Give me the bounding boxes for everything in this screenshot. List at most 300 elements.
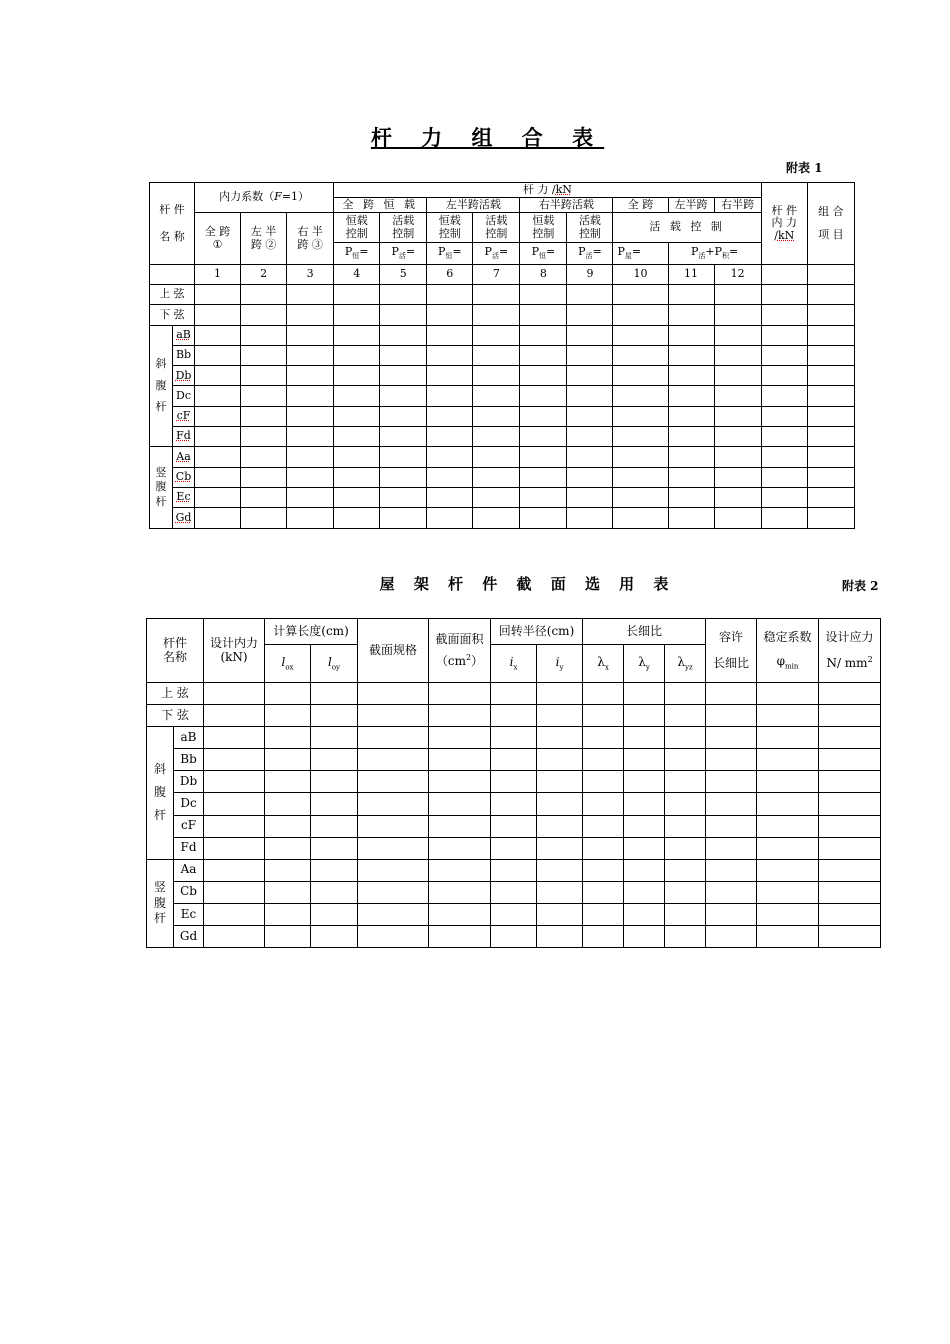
empty-cell <box>241 427 287 447</box>
live-control: 活 载 控 制 <box>613 213 761 243</box>
empty-cell <box>473 427 520 447</box>
empty-cell <box>427 325 473 345</box>
empty-cell <box>427 366 473 386</box>
empty-cell <box>714 366 761 386</box>
member-row <box>147 815 881 837</box>
empty-cell <box>819 837 881 859</box>
empty-cell <box>665 749 706 771</box>
empty-cell <box>520 427 567 447</box>
member-code: Bb <box>173 345 195 365</box>
empty-cell <box>567 447 613 467</box>
group-full: 全 跨 <box>613 198 668 213</box>
empty-cell <box>583 749 624 771</box>
empty-cell <box>265 683 311 705</box>
empty-cell <box>358 771 429 793</box>
empty-cell <box>668 508 714 528</box>
empty-cell <box>761 508 807 528</box>
p-adj: $P_屋=$ <box>613 243 668 265</box>
empty-cell <box>665 683 706 705</box>
empty-cell <box>520 508 567 528</box>
empty-cell <box>473 406 520 426</box>
empty-cell <box>761 406 807 426</box>
empty-cell <box>311 705 358 727</box>
empty-cell <box>265 705 311 727</box>
empty-cell <box>195 285 241 305</box>
empty-cell <box>665 881 706 903</box>
empty-cell <box>520 447 567 467</box>
empty-cell <box>429 837 491 859</box>
empty-cell <box>665 771 706 793</box>
empty-cell <box>204 727 265 749</box>
t2-slenderness-header: 长细比 <box>583 619 706 645</box>
p-live-2: $P_活=$ <box>473 243 520 265</box>
empty-cell <box>520 285 567 305</box>
empty-cell <box>665 859 706 881</box>
empty-cell <box>380 325 427 345</box>
member-row <box>147 749 881 771</box>
member-code: Bb <box>174 749 204 771</box>
empty-cell <box>537 683 583 705</box>
empty-cell <box>613 285 668 305</box>
coef-header: 内力系数（F=1） <box>195 183 334 213</box>
p-live-3: $P_活=$ <box>567 243 613 265</box>
t2-design-force-header: 设计内力 (kN) <box>204 619 265 683</box>
empty-cell <box>583 683 624 705</box>
empty-cell <box>668 487 714 507</box>
empty-cell <box>567 427 613 447</box>
ctrl-dead-1: 恒载 控制 <box>334 213 380 243</box>
empty-cell <box>613 447 668 467</box>
empty-cell <box>567 406 613 426</box>
empty-cell <box>380 487 427 507</box>
member-row <box>147 881 881 903</box>
empty-cell <box>583 771 624 793</box>
empty-cell <box>311 926 358 948</box>
member-code: Ec <box>173 487 195 507</box>
empty-cell <box>491 881 537 903</box>
empty-cell <box>668 427 714 447</box>
empty-cell <box>537 881 583 903</box>
t2-design-stress-header: 设计应力 N/ $mm^2$ <box>819 619 881 683</box>
empty-cell <box>714 427 761 447</box>
empty-cell <box>714 325 761 345</box>
empty-cell <box>195 366 241 386</box>
empty-cell <box>429 903 491 925</box>
member-code: Db <box>174 771 204 793</box>
empty-cell <box>537 771 583 793</box>
empty-cell <box>624 815 665 837</box>
empty-cell <box>427 305 473 325</box>
section-selection-table <box>146 618 881 948</box>
empty-cell <box>819 881 881 903</box>
empty-cell <box>491 727 537 749</box>
row-label: 下 弦 <box>147 705 204 727</box>
empty-cell <box>358 749 429 771</box>
t2-allow-header: 容许 长细比 <box>706 619 757 683</box>
empty-cell <box>287 467 334 487</box>
empty-cell <box>287 325 334 345</box>
empty-cell <box>520 487 567 507</box>
empty-cell <box>520 325 567 345</box>
t2-stability-header: 稳定系数 $\varphi_{min}$ <box>757 619 819 683</box>
empty-cell <box>204 793 265 815</box>
empty-cell <box>567 345 613 365</box>
empty-cell <box>624 859 665 881</box>
empty-cell <box>624 727 665 749</box>
force-header: 杆 力 /kN <box>334 183 762 198</box>
combo-header: 组 合 项 目 <box>807 183 854 265</box>
empty-cell <box>358 903 429 925</box>
empty-cell <box>241 386 287 406</box>
group-right-live: 右半跨活载 <box>520 198 613 213</box>
empty-cell <box>265 793 311 815</box>
member-row <box>150 487 855 507</box>
empty-cell <box>429 881 491 903</box>
empty-cell <box>537 859 583 881</box>
member-row <box>150 325 855 345</box>
coef-left-half: 左 半 跨 ② <box>241 213 287 265</box>
empty-cell <box>427 285 473 305</box>
empty-cell <box>427 345 473 365</box>
empty-cell <box>429 926 491 948</box>
vertical-web-group: 竖 腹 杆 <box>150 447 173 528</box>
empty-cell <box>706 727 757 749</box>
empty-cell <box>491 926 537 948</box>
group-right-half: 右半跨 <box>714 198 761 213</box>
member-force-combination-table <box>149 182 855 529</box>
member-code: Fd <box>173 427 195 447</box>
bottom-chord-row <box>150 305 855 325</box>
t2-section-spec-header: 截面规格 <box>358 619 429 683</box>
empty-cell <box>287 386 334 406</box>
empty-cell <box>567 508 613 528</box>
member-code: Aa <box>173 447 195 467</box>
empty-cell <box>807 366 854 386</box>
empty-cell <box>668 406 714 426</box>
member-code: Cb <box>174 881 204 903</box>
empty-cell <box>265 926 311 948</box>
member-row <box>147 837 881 859</box>
empty-cell <box>613 427 668 447</box>
empty-cell <box>668 447 714 467</box>
empty-cell <box>427 467 473 487</box>
empty-cell <box>311 683 358 705</box>
empty-cell <box>473 386 520 406</box>
empty-cell <box>761 467 807 487</box>
empty-cell <box>287 447 334 467</box>
empty-cell <box>613 386 668 406</box>
empty-cell <box>204 815 265 837</box>
member-row <box>150 427 855 447</box>
empty-cell <box>358 881 429 903</box>
empty-cell <box>761 345 807 365</box>
t2-lambda-x: $\lambda_x$ <box>583 645 624 683</box>
empty-cell <box>613 487 668 507</box>
empty-cell <box>265 749 311 771</box>
empty-cell <box>265 771 311 793</box>
empty-cell <box>195 487 241 507</box>
member-row <box>147 771 881 793</box>
empty-cell <box>807 427 854 447</box>
empty-cell <box>714 487 761 507</box>
empty-cell <box>287 427 334 447</box>
empty-cell <box>567 285 613 305</box>
empty-cell <box>473 305 520 325</box>
empty-cell <box>807 325 854 345</box>
member-code: Dc <box>174 793 204 815</box>
t2-calc-length-header: 计算长度(cm) <box>265 619 358 645</box>
t2-section-area-header: 截面面积 $(cm^2)$ <box>429 619 491 683</box>
empty-cell <box>473 467 520 487</box>
empty-cell <box>807 467 854 487</box>
t2-member-name-header: 杆件 名称 <box>147 619 204 683</box>
empty-cell <box>427 447 473 467</box>
empty-cell <box>429 683 491 705</box>
ctrl-live-1: 活载 控制 <box>380 213 427 243</box>
empty-cell <box>714 345 761 365</box>
empty-cell <box>624 881 665 903</box>
empty-cell <box>761 366 807 386</box>
empty-cell <box>311 859 358 881</box>
empty-cell <box>334 325 380 345</box>
empty-cell <box>380 467 427 487</box>
empty-cell <box>757 683 819 705</box>
empty-cell <box>583 727 624 749</box>
empty-cell <box>241 508 287 528</box>
member-row <box>147 793 881 815</box>
member-code: Gd <box>173 508 195 528</box>
member-row <box>150 467 855 487</box>
member-code: Db <box>173 366 195 386</box>
empty-cell <box>819 705 881 727</box>
empty-cell <box>311 727 358 749</box>
empty-cell <box>757 903 819 925</box>
empty-cell <box>613 345 668 365</box>
table2-note: 附表 2 <box>842 579 879 593</box>
empty-cell <box>665 705 706 727</box>
empty-cell <box>380 406 427 426</box>
empty-cell <box>241 345 287 365</box>
empty-cell <box>334 305 380 325</box>
empty-cell <box>311 749 358 771</box>
empty-cell <box>380 508 427 528</box>
group-full-dead: 全 跨 恒 载 <box>334 198 427 213</box>
empty-cell <box>668 366 714 386</box>
member-code: Dc <box>173 386 195 406</box>
empty-cell <box>473 447 520 467</box>
empty-cell <box>204 926 265 948</box>
empty-cell <box>757 881 819 903</box>
empty-cell <box>757 926 819 948</box>
empty-cell <box>520 386 567 406</box>
empty-cell <box>334 427 380 447</box>
table1-title: 杆 力 组 合 表 <box>370 125 605 150</box>
empty-cell <box>265 727 311 749</box>
ctrl-dead-3: 恒载 控制 <box>520 213 567 243</box>
empty-cell <box>537 815 583 837</box>
empty-cell <box>567 305 613 325</box>
empty-cell <box>706 771 757 793</box>
member-code: aB <box>174 727 204 749</box>
empty-cell <box>265 881 311 903</box>
empty-cell <box>807 447 854 467</box>
empty-cell <box>204 749 265 771</box>
empty-cell <box>427 427 473 447</box>
empty-cell <box>613 366 668 386</box>
empty-cell <box>334 447 380 467</box>
empty-cell <box>429 859 491 881</box>
row-label: 上 弦 <box>147 683 204 705</box>
ctrl-live-3: 活载 控制 <box>567 213 613 243</box>
empty-cell <box>195 305 241 325</box>
empty-cell <box>583 837 624 859</box>
t2-ix: $i_x$ <box>491 645 537 683</box>
empty-cell <box>537 705 583 727</box>
empty-cell <box>195 345 241 365</box>
empty-cell <box>520 366 567 386</box>
empty-cell <box>624 903 665 925</box>
empty-cell <box>613 508 668 528</box>
empty-cell <box>491 683 537 705</box>
empty-cell <box>427 508 473 528</box>
empty-cell <box>520 305 567 325</box>
empty-cell <box>473 508 520 528</box>
empty-cell <box>204 859 265 881</box>
empty-cell <box>241 366 287 386</box>
empty-cell <box>714 447 761 467</box>
empty-cell <box>311 793 358 815</box>
empty-cell <box>287 345 334 365</box>
empty-cell <box>334 508 380 528</box>
empty-cell <box>265 815 311 837</box>
empty-cell <box>241 467 287 487</box>
diagonal-web-group: 斜 腹 杆 <box>147 727 174 860</box>
empty-cell <box>757 705 819 727</box>
table2-title: 屋 架 杆 件 截 面 选 用 表 <box>379 575 676 593</box>
empty-cell <box>358 793 429 815</box>
empty-cell <box>624 683 665 705</box>
empty-cell <box>334 386 380 406</box>
empty-cell <box>311 881 358 903</box>
empty-cell <box>819 815 881 837</box>
empty-cell <box>358 705 429 727</box>
member-code: cF <box>174 815 204 837</box>
empty-cell <box>287 406 334 426</box>
empty-cell <box>380 386 427 406</box>
member-force-header: 杆 件 内 力 /kN <box>761 183 807 265</box>
empty-cell <box>334 285 380 305</box>
table1-note: 附表 1 <box>786 161 823 175</box>
member-row <box>147 926 881 948</box>
member-code: Aa <box>174 859 204 881</box>
empty-cell <box>583 903 624 925</box>
diagonal-web-group: 斜 腹 杆 <box>150 325 173 447</box>
empty-cell <box>537 749 583 771</box>
empty-cell <box>491 837 537 859</box>
empty-cell <box>537 837 583 859</box>
empty-cell <box>380 345 427 365</box>
empty-cell <box>757 837 819 859</box>
empty-cell <box>706 793 757 815</box>
empty-cell <box>761 325 807 345</box>
empty-cell <box>714 285 761 305</box>
group-left-half: 左半跨 <box>668 198 714 213</box>
top-chord-row <box>150 285 855 305</box>
empty-cell <box>204 837 265 859</box>
ctrl-dead-2: 恒载 控制 <box>427 213 473 243</box>
empty-cell <box>706 881 757 903</box>
empty-cell <box>491 793 537 815</box>
empty-cell <box>807 487 854 507</box>
empty-cell <box>491 815 537 837</box>
empty-cell <box>624 771 665 793</box>
empty-cell <box>757 771 819 793</box>
p-live-1: $P_活=$ <box>380 243 427 265</box>
member-row <box>150 345 855 365</box>
empty-cell <box>241 305 287 325</box>
empty-cell <box>473 285 520 305</box>
member-code: Ec <box>174 903 204 925</box>
p-dead-3: $P_恒=$ <box>520 243 567 265</box>
empty-cell <box>567 325 613 345</box>
empty-cell <box>380 366 427 386</box>
t2-radius-header: 回转半径(cm) <box>491 619 583 645</box>
empty-cell <box>761 447 807 467</box>
member-code: cF <box>173 406 195 426</box>
member-code: Cb <box>173 467 195 487</box>
empty-cell <box>427 406 473 426</box>
member-code: aB <box>173 325 195 345</box>
empty-cell <box>537 727 583 749</box>
empty-cell <box>473 345 520 365</box>
empty-cell <box>819 771 881 793</box>
group-left-live: 左半跨活载 <box>427 198 520 213</box>
empty-cell <box>520 467 567 487</box>
empty-cell <box>287 305 334 325</box>
empty-cell <box>624 837 665 859</box>
empty-cell <box>668 305 714 325</box>
vertical-web-group: 竖 腹 杆 <box>147 859 174 947</box>
empty-cell <box>334 345 380 365</box>
empty-cell <box>668 345 714 365</box>
empty-cell <box>537 793 583 815</box>
empty-cell <box>429 815 491 837</box>
t2-lambda-y: $\lambda_y$ <box>624 645 665 683</box>
empty-cell <box>520 406 567 426</box>
empty-cell <box>537 926 583 948</box>
empty-cell <box>287 487 334 507</box>
empty-cell <box>706 815 757 837</box>
empty-cell <box>491 859 537 881</box>
t2-lambda-yz: $\lambda_{yz}$ <box>665 645 706 683</box>
empty-cell <box>807 386 854 406</box>
empty-cell <box>429 749 491 771</box>
empty-cell <box>583 815 624 837</box>
empty-cell <box>624 705 665 727</box>
empty-cell <box>706 903 757 925</box>
empty-cell <box>358 837 429 859</box>
member-row <box>150 366 855 386</box>
empty-cell <box>241 487 287 507</box>
t2-lox: $l_{ox}$ <box>265 645 311 683</box>
empty-cell <box>520 345 567 365</box>
coef-right-half: 右 半 跨 ③ <box>287 213 334 265</box>
empty-cell <box>358 683 429 705</box>
empty-cell <box>334 487 380 507</box>
empty-cell <box>567 366 613 386</box>
empty-cell <box>567 386 613 406</box>
empty-cell <box>287 285 334 305</box>
